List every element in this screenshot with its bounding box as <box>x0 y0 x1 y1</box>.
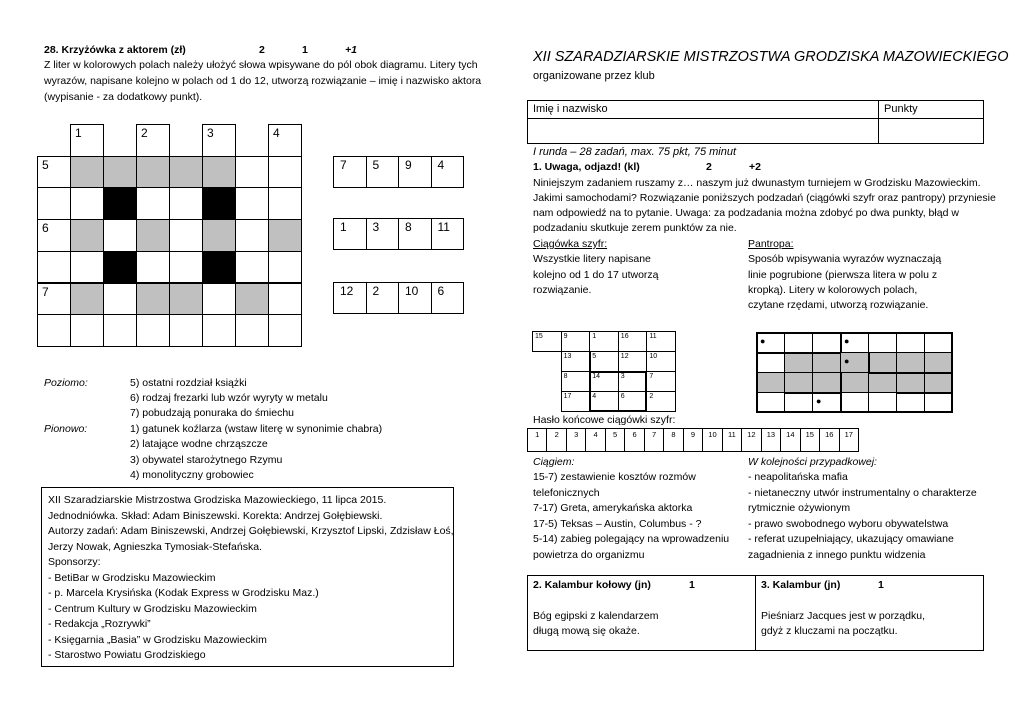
cipher-cell[interactable] <box>618 331 648 352</box>
info-line: Jednodniówka. Skład: Adam Biniszewski. Korekta: Andrzej Gołębiewski. <box>48 509 383 522</box>
crossword-grid <box>37 124 301 346</box>
pantropa-thick-segment <box>868 352 870 372</box>
label-row-6: 6 <box>42 221 49 236</box>
answer-box-cell[interactable] <box>431 282 465 314</box>
answer-box-cell[interactable] <box>366 218 400 250</box>
cipher-cell[interactable] <box>561 391 591 412</box>
pionowo-clue-1: 1) gatunek koźlarza (wstaw literę w synonimie chabra) <box>130 423 383 435</box>
haslo-number: 8 <box>671 430 676 439</box>
crossword-cell[interactable] <box>37 187 71 220</box>
task28-points-a: 2 <box>259 44 265 56</box>
answer-box-cell[interactable] <box>398 218 432 250</box>
task1-title: 1. Uwaga, odjazd! (kl) <box>533 161 640 173</box>
cipher-cell[interactable] <box>532 331 562 352</box>
info-box-text <box>48 493 454 664</box>
answer-box-number: 10 <box>405 284 419 298</box>
crossword-cell[interactable] <box>136 251 170 284</box>
task28-points-bonus: +1 <box>345 44 357 56</box>
haslo-grid <box>527 428 858 452</box>
tasks-2-3-divider <box>755 575 756 651</box>
task1-desc-1: Niniejszym zadaniem ruszamy z… naszym już dwunastym turniejem w Grodzisku Mazowieckim. <box>533 177 981 189</box>
info-line: Sponsorzy: <box>48 556 101 568</box>
task3-line-2: gdyż z kluczami na początku. <box>761 625 898 637</box>
crossword-cell[interactable] <box>37 314 71 347</box>
info-line: - Centrum Kultury w Grodzisku Mazowieckim <box>48 602 257 615</box>
answer-box-cell[interactable] <box>431 156 465 188</box>
task28-desc-1: Z liter w kolorowych polach należy ułożyć słowa wpisywane do pól obok diagramu. Litery tych <box>44 59 478 71</box>
cipher-number: 17 <box>563 393 572 400</box>
answer-box-cell[interactable] <box>333 156 367 188</box>
kolejnosc-clue: - prawo swobodnego wyboru obywatelstwa <box>748 517 949 530</box>
task2-title: 2. Kalambur kołowy (jn) <box>533 579 651 591</box>
haslo-cell[interactable] <box>546 428 566 452</box>
task2-line-1: Bóg egipski z kalendarzem <box>533 610 659 622</box>
crossword-cell[interactable] <box>268 314 302 347</box>
answer-box-number: 4 <box>437 158 445 172</box>
cipher-number: 2 <box>649 393 654 400</box>
label-col-3: 3 <box>207 126 214 140</box>
crossword-cell[interactable] <box>235 314 269 347</box>
answer-box-cell[interactable] <box>333 218 367 250</box>
haslo-cell[interactable] <box>702 428 722 452</box>
cipher-number: 13 <box>563 353 572 360</box>
pionowo-clue-2: 2) latające wodne chrząszcze <box>130 438 268 450</box>
crossword-cell[interactable] <box>235 283 269 316</box>
answer-box-number: 5 <box>372 158 380 172</box>
main-title: XII SZARADZIARSKIE MISTRZOSTWA GRODZISKA MAZOWIECKIEGO <box>533 49 1009 65</box>
cipher-cell[interactable] <box>561 351 591 372</box>
info-line: - Redakcja „Rozrywki” <box>48 618 151 630</box>
haslo-number: 14 <box>786 430 795 439</box>
crossword-cell[interactable] <box>268 219 302 252</box>
pantropa-desc-1: Sposób wpisywania wyrazów wyznaczają <box>748 253 942 265</box>
pionowo-label: Pionowo: <box>44 423 88 435</box>
task2-line-2: długą mową się okaże. <box>533 625 640 637</box>
haslo-number: 4 <box>593 430 598 439</box>
crossword-cell[interactable] <box>268 156 302 189</box>
cipher-number: 7 <box>649 373 654 380</box>
crossword-cell[interactable] <box>235 156 269 189</box>
pantropa-grid <box>756 332 952 412</box>
ciagiem-clue: powietrza do organizmu <box>533 548 645 561</box>
crossword-cell[interactable] <box>202 187 236 220</box>
points-label: Punkty <box>884 103 918 115</box>
haslo-cell[interactable] <box>741 428 761 452</box>
haslo-cell[interactable] <box>527 428 547 452</box>
crossword-cell[interactable] <box>103 156 137 189</box>
info-line: - Starostwo Powiatu Grodziskiego <box>48 649 206 661</box>
pionowo-clue-3: 3) obywatel starożytnego Rzymu <box>130 454 283 466</box>
ciagiem-clue: 15-7) zestawienie kosztów rozmów <box>533 471 696 483</box>
ciagiem-clue: 17-5) Teksas – Austin, Columbus - ? <box>533 517 702 530</box>
cipher-number: 12 <box>620 353 629 360</box>
crossword-cell[interactable] <box>169 314 203 347</box>
haslo-number: 11 <box>728 430 736 439</box>
answer-box-cell[interactable] <box>366 156 400 188</box>
cipher-cell[interactable] <box>561 331 591 352</box>
cipher-number: 16 <box>620 333 629 340</box>
haslo-cell[interactable] <box>722 428 742 452</box>
haslo-cell[interactable] <box>644 428 664 452</box>
crossword-cell[interactable] <box>235 187 269 220</box>
crossword-cell[interactable] <box>202 251 236 284</box>
task1-desc-2: Jakimi samochodami? Rozwiązanie poniższych podzadań (ciągówki szyfr oraz pantropy) przyniesie <box>533 192 996 204</box>
poziomo-clue-6: 6) rodzaj frezarki lub wzór wyryty w metalu <box>130 392 328 404</box>
crossword-cell[interactable] <box>70 156 104 189</box>
label-row-5: 5 <box>42 157 49 172</box>
haslo-cell[interactable] <box>605 428 625 452</box>
pantropa-desc-3: kropką). Litery w kolorowych polach, <box>748 284 918 296</box>
subtitle: organizowane przez klub <box>533 70 655 82</box>
cipher-cell[interactable] <box>646 351 676 372</box>
haslo-number: 17 <box>844 430 853 439</box>
info-line: - p. Marcela Krysińska (Kodak Express w Grodzisku Maz.) <box>48 587 319 599</box>
task1-points: 2 <box>706 161 712 173</box>
haslo-cell[interactable] <box>663 428 683 452</box>
haslo-cell[interactable] <box>800 428 820 452</box>
crossword-cell[interactable] <box>202 314 236 347</box>
crossword-cell[interactable] <box>268 283 302 316</box>
pantropa-start-dot: ● <box>844 336 850 346</box>
task2-points: 1 <box>689 579 695 591</box>
haslo-number: 12 <box>747 430 756 439</box>
ciagowka-label: Ciągówka szyfr: <box>533 238 608 250</box>
kolejnosc-clue: zagadnienia z innego punktu widzenia <box>748 548 926 561</box>
ciagiem-clue: telefonicznych <box>533 486 600 499</box>
haslo-cell[interactable] <box>683 428 703 452</box>
label-col-1: 1 <box>75 126 82 140</box>
poziomo-clue-7: 7) pobudzają ponuraka do śmiechu <box>130 407 295 419</box>
ciagowka-desc-2: kolejno od 1 do 17 utworzą <box>533 269 659 281</box>
poziomo-clue-5: 5) ostatni rozdział książki <box>130 377 247 389</box>
crossword-cell[interactable] <box>103 251 137 284</box>
task28-desc-3: (wypisanie - za dodatkowy punkt). <box>44 91 203 103</box>
kolejnosc-clue: - neapolitańska mafia <box>748 471 848 483</box>
crossword-cell[interactable] <box>70 187 104 220</box>
name-label: Imię i nazwisko <box>533 103 608 115</box>
answer-box-number: 8 <box>405 220 412 234</box>
crossword-cell[interactable] <box>70 219 104 252</box>
haslo-number: 2 <box>554 430 559 439</box>
haslo-number: 6 <box>632 430 637 439</box>
pantropa-label: Pantropa: <box>748 238 794 250</box>
info-line: Jerzy Nowak, Agnieszka Tymosiak-Stefańska. <box>48 540 262 553</box>
name-field[interactable] <box>529 120 876 142</box>
kolejnosc-clues <box>748 470 977 563</box>
crossword-cell[interactable] <box>202 156 236 189</box>
haslo-cell[interactable] <box>761 428 781 452</box>
ciagowka-desc-3: rozwiązanie. <box>533 284 592 296</box>
crossword-answer-boxes <box>333 156 465 316</box>
answer-box-number: 6 <box>437 284 445 298</box>
pantropa-thick-segment <box>784 392 840 394</box>
cipher-number: 11 <box>649 333 657 340</box>
answer-box-number: 2 <box>372 284 380 298</box>
cipher-number: 1 <box>592 333 597 340</box>
info-line: XII Szaradziarskie Mistrzostwa Grodziska Mazowieckiego, 11 lipca 2015. <box>48 494 387 506</box>
crossword-cell[interactable] <box>136 156 170 189</box>
crossword-cell[interactable] <box>70 314 104 347</box>
crossword-cell[interactable] <box>103 219 137 252</box>
kolejnosc-clue: - referat uzupełniający, ukazujący omawiane <box>748 533 954 545</box>
crossword-cell[interactable] <box>169 251 203 284</box>
answer-box-cell[interactable] <box>431 218 465 250</box>
cipher-thick-outline <box>589 371 647 412</box>
haslo-cell[interactable] <box>819 428 839 452</box>
crossword-cell[interactable] <box>136 314 170 347</box>
task28-points-b: 1 <box>302 44 308 56</box>
crossword-cell[interactable] <box>103 187 137 220</box>
answer-box-number: 7 <box>340 158 347 172</box>
cipher-number: 5 <box>592 353 597 360</box>
answer-box-number: 12 <box>340 284 354 298</box>
info-line: Autorzy zadań: Adam Biniszewski, Andrzej Gołębiewski, Krzysztof Lipski, Zdzisław Łoś, <box>48 525 454 537</box>
cipher-number: 6 <box>620 393 625 400</box>
kolejnosc-label: W kolejności przypadkowej: <box>748 456 877 468</box>
crossword-cell[interactable] <box>70 251 104 284</box>
crossword-cell[interactable] <box>103 283 137 316</box>
haslo-cell[interactable] <box>566 428 586 452</box>
task1-desc-4: podzadaniu skutkuje zerem punktów za nie. <box>533 222 737 234</box>
cipher-thick-line <box>589 351 619 372</box>
points-field[interactable] <box>880 120 982 142</box>
pantropa-thick-segment <box>840 372 842 412</box>
info-line: - BetiBar w Grodzisku Mazowieckim <box>48 571 216 584</box>
answer-box-number: 11 <box>437 220 450 234</box>
haslo-number: 9 <box>690 430 696 439</box>
cipher-number: 14 <box>592 373 600 380</box>
pantropa-start-dot: ● <box>816 396 822 406</box>
pantropa-desc-2: linie pogrubione (pierwsza litera w polu z <box>748 269 938 281</box>
crossword-cell[interactable] <box>235 251 269 284</box>
score-table-col-divider <box>878 100 879 144</box>
ciagiem-label: Ciągiem: <box>533 456 575 468</box>
task28-title: 28. Krzyżówka z aktorem (zł) <box>44 44 186 56</box>
ciagowka-desc-1: Wszystkie litery napisane <box>533 253 651 265</box>
haslo-number: 13 <box>766 430 776 439</box>
task1-bonus: +2 <box>749 161 761 173</box>
cipher-cell[interactable] <box>561 371 591 392</box>
crossword-cell[interactable] <box>136 187 170 220</box>
poziomo-label: Poziomo: <box>44 377 88 389</box>
pantropa-start-dot: ● <box>760 336 766 346</box>
crossword-cell[interactable] <box>103 314 137 347</box>
cipher-grid <box>532 331 676 411</box>
cipher-number: 4 <box>592 393 597 400</box>
cipher-cell[interactable] <box>618 351 648 372</box>
cipher-number: 10 <box>649 353 658 360</box>
cipher-number: 8 <box>563 373 568 380</box>
cipher-cell[interactable] <box>589 331 619 352</box>
round-info: I runda – 28 zadań, max. 75 pkt, 75 minut <box>533 146 737 158</box>
score-table-divider <box>527 118 984 119</box>
cipher-number: 15 <box>535 333 543 340</box>
pantropa-thick-segment <box>896 392 952 394</box>
crossword-cell[interactable] <box>169 283 203 316</box>
label-col-2: 2 <box>141 126 148 140</box>
cipher-number: 9 <box>563 333 568 340</box>
ciagiem-clues <box>533 470 729 563</box>
haslo-cell[interactable] <box>624 428 644 452</box>
haslo-label: Hasło końcowe ciągówki szyfr: <box>533 414 676 426</box>
ciagiem-clue: 5-14) zabieg polegający na wprowadzeniu <box>533 533 730 545</box>
crossword-cell[interactable] <box>37 251 71 284</box>
task3-points: 1 <box>878 579 884 591</box>
answer-box-number: 9 <box>405 158 412 172</box>
pantropa-thick-segment <box>840 332 842 352</box>
haslo-number: 1 <box>535 430 540 439</box>
pantropa-thick-segment <box>868 372 952 374</box>
kolejnosc-clue: - nietaneczny utwór instrumentalny o charakterze <box>748 486 977 499</box>
haslo-number: 16 <box>825 430 834 439</box>
answer-box-number: 3 <box>372 220 380 234</box>
cipher-number: 3 <box>620 373 625 380</box>
task1-desc-3: nam odpowiedź na to pytanie. Uwaga: za podzadania można zdobyć po dwa punkty, błąd w <box>533 207 959 219</box>
haslo-number: 3 <box>574 430 579 439</box>
answer-box-cell[interactable] <box>366 282 400 314</box>
haslo-number: 15 <box>805 430 814 439</box>
label-col-4: 4 <box>273 126 280 140</box>
pantropa-thick-segment <box>756 352 840 354</box>
crossword-cell[interactable] <box>169 219 203 252</box>
crossword-cell[interactable] <box>202 219 236 252</box>
crossword-cell[interactable] <box>136 219 170 252</box>
cipher-cell[interactable] <box>646 331 676 352</box>
crossword-cell[interactable] <box>268 251 302 284</box>
pionowo-clue-4: 4) monolityczny grobowiec <box>130 469 254 481</box>
crossword-cell[interactable] <box>70 283 104 316</box>
haslo-number: 10 <box>708 430 717 439</box>
cipher-cell[interactable] <box>646 371 676 392</box>
haslo-number: 7 <box>651 430 657 439</box>
haslo-cell[interactable] <box>839 428 859 452</box>
haslo-cell[interactable] <box>585 428 605 452</box>
answer-box-cell[interactable] <box>398 156 432 188</box>
haslo-cell[interactable] <box>780 428 800 452</box>
cipher-cell[interactable] <box>646 391 676 412</box>
label-row-7: 7 <box>42 284 49 299</box>
answer-box-cell[interactable] <box>333 282 367 314</box>
pantropa-desc-4: czytane rzędami, utworzą rozwiązanie. <box>748 299 929 311</box>
crossword-cell[interactable] <box>235 219 269 252</box>
crossword-cell[interactable] <box>268 187 302 220</box>
task3-title: 3. Kalambur (jn) <box>761 579 841 591</box>
crossword-cell[interactable] <box>169 156 203 189</box>
crossword-cell[interactable] <box>169 187 203 220</box>
ciagiem-clue: 7-17) Greta, amerykańska aktorka <box>533 502 693 514</box>
crossword-cell[interactable] <box>136 283 170 316</box>
answer-box-number: 1 <box>340 220 347 234</box>
haslo-number: 5 <box>613 430 618 439</box>
task28-desc-2: wyrazów, napisane kolejno w polach od 1 do 12, utworzą rozwiązanie – imię i nazwisko aktora <box>44 75 482 87</box>
kolejnosc-clue: rytmicznie ożywionym <box>748 502 851 514</box>
answer-box-cell[interactable] <box>398 282 432 314</box>
task3-line-1: Pieśniarz Jacques jest w porządku, <box>761 610 925 622</box>
info-line: - Księgarnia „Basia” w Grodzisku Mazowieckim <box>48 633 267 646</box>
crossword-cell[interactable] <box>202 283 236 316</box>
pantropa-start-dot: ● <box>844 356 850 366</box>
